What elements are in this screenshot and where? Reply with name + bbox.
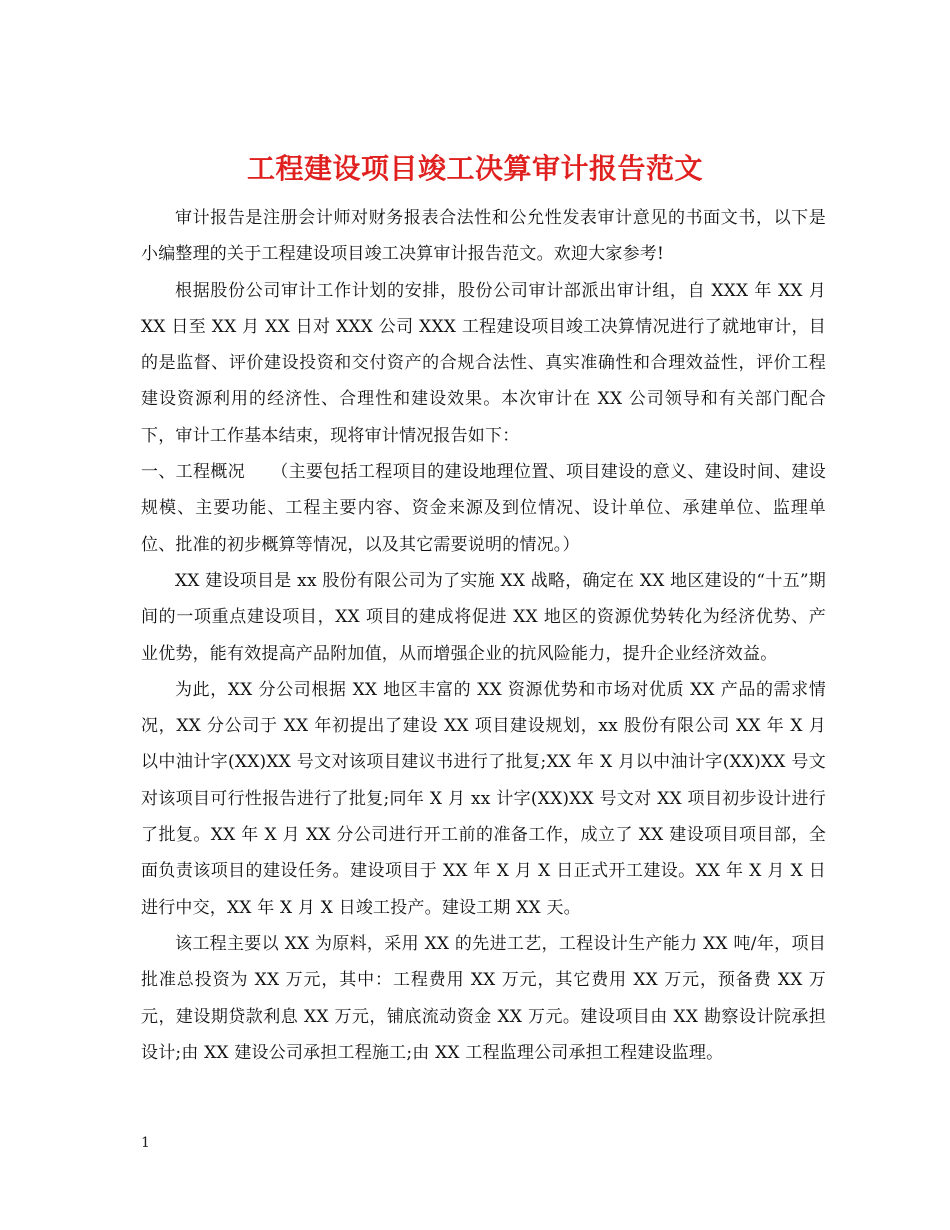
page-number: 1 — [141, 1135, 150, 1151]
paragraph-project-investment: 该工程主要以 XX 为原料，采用 XX 的先进工艺，工程设计生产能力 XX 吨/年，项目批准总投资为 XX 万元，其中：工程费用 XX 万元，其它费用 XX 万元，预备费 XX 万元，建设期贷款利息 XX 万元，铺底流动资金 XX 万元。建设项目由 XX 勘察设计院承担设计;由 XX 建设公司承担工程施工;由 XX 工程监理公司承担工程建设监理。 — [141, 933, 826, 1063]
paragraph-intro: 审计报告是注册会计师对财务报表合法性和公允性发表审计意见的书面文书，以下是小编整理的关于工程建设项目竣工决算审计报告范文。欢迎大家参考! — [141, 208, 826, 265]
section-heading-project-overview: 一、工程概况 （主要包括工程项目的建设地理位置、项目建设的意义、建设时间、建设规模、主要功能、工程主要内容、资金来源及到位情况、设计单位、承建单位、监理单位、批准的初步概算等情况，以及其它需要说明的情况。） — [141, 462, 826, 555]
document-body — [141, 200, 826, 1071]
paragraph-project-background: XX 建设项目是 xx 股份有限公司为了实施 XX 战略，确定在 XX 地区建设的“十五”期间的一项重点建设项目，XX 项目的建成将促进 XX 地区的资源优势转化为经济优势、产业优势，能有效提高产品附加值，从而增强企业的抗风险能力，提升企业经济效益。 — [141, 570, 826, 664]
paragraph-audit-scope: 根据股份公司审计工作计划的安排，股份公司审计部派出审计组，自 XXX 年 XX 月 XX 日至 XX 月 XX 日对 XXX 公司 XXX 工程建设项目竣工决算情况进行了就地审计，目的是监督、评价建设投资和交付资产的合规合法性、真实准确性和合理效益性，评价工程建设资源利用的经济性、合理性和建设效果。本次审计在 XX 公司领导和有关部门配合下，审计工作基本结束，现将审计情况报告如下： — [141, 280, 826, 446]
document-title: 工程建设项目竣工决算审计报告范文 — [246, 151, 703, 185]
paragraph-project-approval: 为此，XX 分公司根据 XX 地区丰富的 XX 资源优势和市场对优质 XX 产品的需求情况，XX 分公司于 XX 年初提出了建设 XX 项目建设规划，xx 股份有限公司 XX 年 X 月以中油计字(XX)XX 号文对该项目建议书进行了批复;XX 年 X 月以中油计字(XX)XX 号文对该项目可行性报告进行了批复;同年 X 月 xx 计字(XX)XX 号文对 XX 项目初步设计进行了批复。XX 年 X 月 XX 分公司进行开工前的准备工作，成立了 XX 建设项目项目部，全面负责该项目的建设任务。建设项目于 XX 年 X 月 X 日正式开工建设。XX 年 X 月 X 日进行中交，XX 年 X 月 X 日竣工投产。建设工期 XX 天。 — [141, 679, 826, 918]
